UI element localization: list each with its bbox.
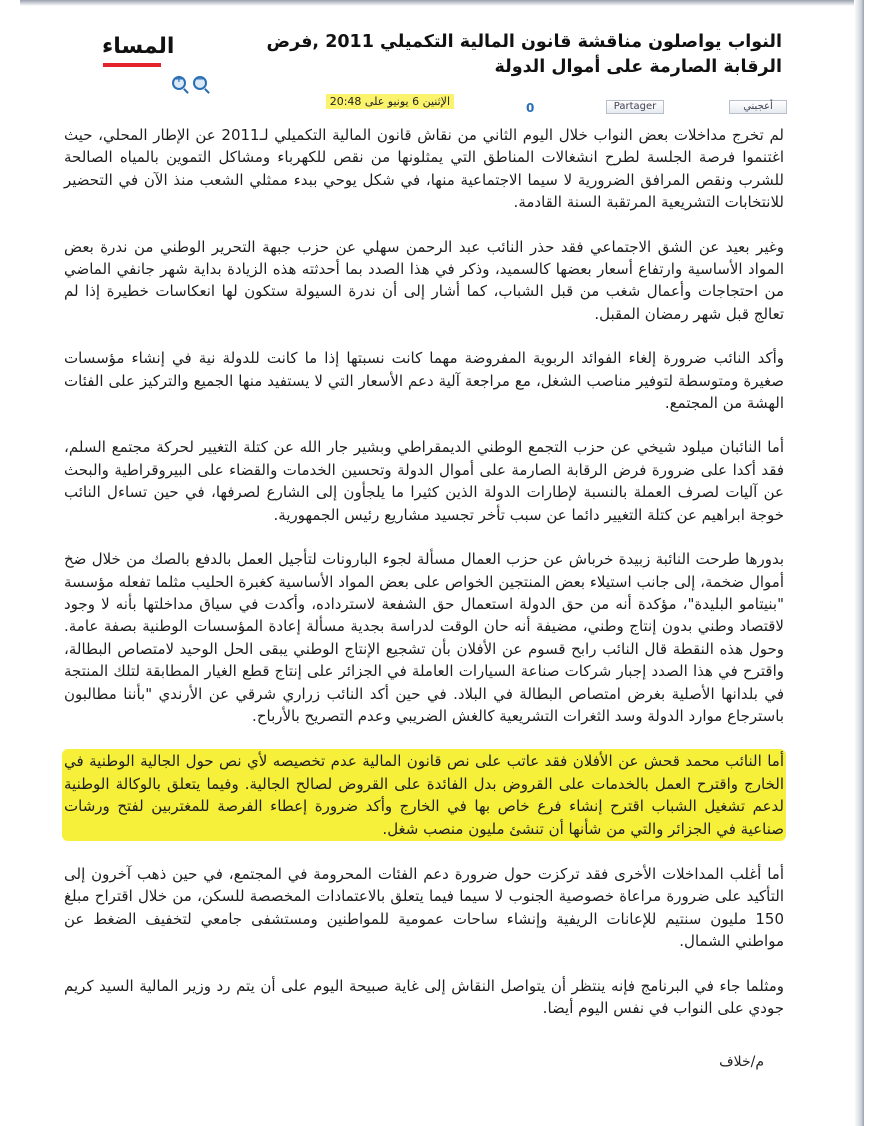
scan-top-edge (20, 0, 854, 6)
newspaper-logo: المساء (102, 34, 175, 59)
article-meta-row (0, 94, 870, 120)
article-date: الإثنين 6 يونيو على 20:48 (326, 94, 454, 109)
paragraph: لم تخرج مداخلات بعض النواب خلال اليوم الثاني من نقاش قانون المالية التكميلي لـ2011 عن الإطار المحلي، حيث اغتنموا فرصة الجلسة لطرح انشغالات المناطق التي يمثلونها من نقص للكهرباء ومشاكل التموين بالمياه الصالحة للشرب ونقص المرافق الضرورية لا سيما الاجتماعية منها، في شكل يوحي ببدء ممثلي الشعب منذ الآن في التحضير للانتخابات التشريعية المرتقبة السنة القادمة. (64, 126, 784, 212)
paragraph: ومثلما جاء في البرنامج فإنه ينتظر أن يتواصل النقاش إلى غاية صبيحة اليوم على أن يتم رد وزير المالية السيد كريم جودي على النواب في نفس اليوم أيضا. (64, 976, 784, 1017)
zoom-out-icon[interactable]: − (193, 76, 207, 90)
like-button[interactable]: أعجبني (729, 100, 787, 114)
share-count: 0 (526, 101, 535, 115)
paragraph: أما النائبان ميلود شيخي عن حزب التجمع الوطني الديمقراطي وبشير جار الله عن كتلة التغيير لحركة مجتمع السلم، فقد أكدا على ضرورة فرض الرقابة الصارمة على أموال الدولة وتحسين الخدمات والقضاء على البيروقراطية والبحث عن آليات لصرف العملة بالنسبة لإطارات الدولة الذين كثيرا ما يلجأون إلى الشارع لصرفها، في حين تساءل النائب خوجة ابراهيم عن كتلة التغيير دائما عن سبب تأخر تجسيد مشاريع رئيس الجمهورية. (64, 438, 784, 524)
article-body (64, 124, 784, 1041)
paragraph: وغير بعيد عن الشق الاجتماعي فقد حذر النائب عبد الرحمن سهلي عن حزب جبهة التحرير الوطني من ندرة بعض المواد الأساسية وارتفاع أسعار بعضها كالسميد، وذكر في هذا الصدد بما أحدثته هذه الزيادة بداية شهر جانفي الماضي من احتجاجات وأعمال شغب من قبل الشباب، كما أشار إلى أن ندرة السيولة ستكون لها انعكاسات خطيرة إذا لم تعالج قبل شهر رمضان المقبل. (64, 237, 784, 323)
author-signature: م/خلاف (719, 1054, 764, 1070)
article-title: النواب يواصلون مناقشة قانون المالية التكميلي 2011 ,فرض الرقابة الصارمة على أموال الدولة (266, 32, 782, 77)
zoom-in-icon[interactable]: + (172, 76, 186, 90)
paragraph: بدورها طرحت النائبة زبيدة خرباش عن حزب العمال مسألة لجوء البارونات لتأجيل العمل بالدفع بالصك من خلال ضخ أموال ضخمة، إلى جانب استيلاء بعض المنتجين الخواص على بعض المواد الأساسية كغبرة الحليب مثلما تفعله مؤسسة "بنيتامو البليدة"، مؤكدة أنه من حق الدولة استعمال حق الشفعة لاسترداده، وأكدت في سياق مداخلتها بأنه لا وجود لاقتصاد وطني بدون إنتاج وطني، مضيفة أنه حان الوقت لدراسة بجدية مسألة إعادة المؤسسات الوطنية بصفة عامة. وحول هذه النقطة قال النائب رابح قسوم عن الأفلان بأن تشجيع الإنتاج الوطني يبقى الحل الوحيد لامتصاص البطالة، واقترح في هذا الصدد إجبار شركات صناعة السيارات العاملة في الجزائر على إنتاج قطع الغيار المطابقة لتلك المنتجة في بلدانها الأصلية بغرض امتصاص البطالة في البلاد. في حين أكد النائب زراري شرقي عن الأرندي "بأننا مطالبون باسترجاع موارد الدولة وسد الثغرات التشريعية كالغش الضريبي وعدم التصريح بالأرباح. (64, 550, 784, 725)
paragraph: أما أغلب المداخلات الأخرى فقد تركزت حول ضرورة دعم الفئات المحرومة في المجتمع، في حين ذهب آخرون إلى التأكيد على ضرورة مراعاة خصوصية الجنوب لا سيما فيما يتعلق بالاعتمادات المخصصة للسكن، من خلال اقتراح مبلغ 150 مليون سنتيم للإعانات الريفية وإنشاء ساحات عمومية للمواطنين ومستشفى جامعي لتخفيف الضغط عن مواطني الشمال. (64, 864, 784, 951)
share-button[interactable]: Partager (606, 100, 664, 114)
logo-underline (103, 63, 161, 67)
scan-right-edge (854, 0, 864, 1126)
highlighted-paragraph: أما النائب محمد قحش عن الأفلان فقد عاتب على نص قانون المالية عدم تخصيصه لأي نص حول الجالية الوطنية في الخارج واقترح العمل بالخدمات على القروض بدل الفائدة على القروض لصالح الجالية. وفيما يتعلق بالوكالة الوطنية لدعم تشغيل الشباب اقترح إنشاء فرع خاص بها في الخارج وأكد ضرورة إعطاء الفرصة للمغتربين لفتح ورشات صناعية في الجزائر والتي من شأنها أن تنشئ مليون منصب شغل. (62, 749, 786, 841)
paragraph: وأكد النائب ضرورة إلغاء الفوائد الربوية المفروضة مهما كانت نسبتها إذا ما كانت للدولة نية في إنشاء مؤسسات صغيرة ومتوسطة لتوفير مناصب الشغل، مع مراجعة آلية دعم الأسعار التي لا يستفيد منها الجميع والتركيز على الفئات الهشة من المجتمع. (64, 349, 784, 413)
